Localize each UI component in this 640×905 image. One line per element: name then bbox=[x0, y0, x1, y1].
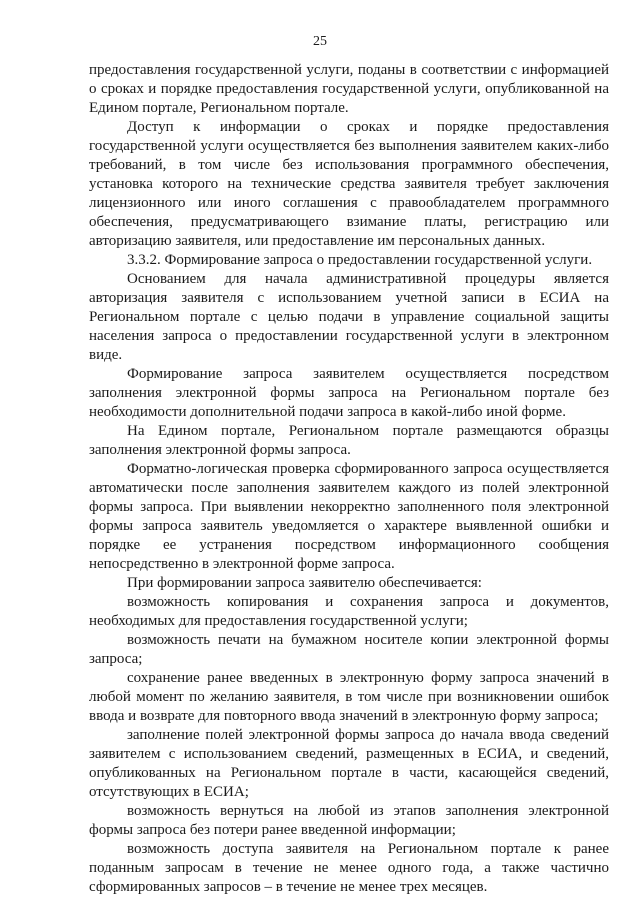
paragraph-continuation: предоставления государственной услуги, поданы в соответствии с информацией о сроках и порядке предоставления государственной услуги, опубликованной на Едином портале, Региональном портале. bbox=[89, 62, 609, 116]
list-item-copy-save: возможность копирования и сохранения запроса и документов, необходимых для предоставления государственной услуги; bbox=[89, 594, 609, 629]
paragraph-procedure-basis: Основанием для начала административной процедуры является авторизация заявителя с использованием учетной записи в ЕСИА на Региональном портале с целью подачи в управление социальной защиты населения запроса о предоставлении государственной услуги в электронном виде. bbox=[89, 271, 609, 363]
paragraph-samples: На Едином портале, Региональном портале размещаются образцы заполнения электронной формы запроса. bbox=[89, 423, 609, 458]
paragraph-request-forming: Формирование запроса заявителем осуществляется посредством заполнения электронной формы запроса на Региональном портале без необходимости дополнительной подачи запроса в какой-либо иной форме. bbox=[89, 366, 609, 420]
paragraph-access-info: Доступ к информации о сроках и порядке предоставления государственной услуги осуществляется без выполнения заявителем каких-либо требований, в том числе без использования программного обеспечения, установка которого на технические средства заявителя требует заключения лицензионного или иного соглашения с правообладателем программного обеспечения, предусматривающего взимание платы, регистрацию или авторизацию заявителя, или предоставление им персональных данных. bbox=[89, 119, 609, 249]
page-number: 25 bbox=[313, 34, 327, 49]
list-item-print: возможность печати на бумажном носителе копии электронной формы запроса; bbox=[89, 632, 609, 667]
paragraph-provides-intro: При формировании запроса заявителю обеспечивается: bbox=[127, 575, 482, 591]
paragraph-format-check: Форматно-логическая проверка сформированного запроса осуществляется автоматически после заполнения заявителем каждого из полей электронной формы запроса. При выявлении некорректно заполненного поля электронной формы запроса заявитель уведомляется о характере выявленной ошибки и порядке ее устранения посредством информационного сообщения непосредственно в электронной форме запроса. bbox=[89, 461, 609, 572]
section-heading-3-3-2: 3.3.2. Формирование запроса о предоставлении государственной услуги. bbox=[127, 252, 593, 268]
document-body bbox=[89, 61, 609, 897]
list-item-access-requests: возможность доступа заявителя на Региональном портале к ранее поданным запросам в течение не менее одного года, а также частично сформированных запросов – в течение не менее трех месяцев. bbox=[89, 841, 609, 895]
list-item-save-values: сохранение ранее введенных в электронную форму запроса значений в любой момент по желанию заявителя, в том числе при возникновении ошибок ввода и возврате для повторного ввода значений в электронную форму запроса; bbox=[89, 670, 609, 724]
list-item-return-stage: возможность вернуться на любой из этапов заполнения электронной формы запроса без потери ранее введенной информации; bbox=[89, 803, 609, 838]
list-item-autofill: заполнение полей электронной формы запроса до начала ввода сведений заявителем с использованием сведений, размещенных в ЕСИА, и сведений, опубликованных на Региональном портале в части, касающейся сведений, отсутствующих в ЕСИА; bbox=[89, 727, 609, 800]
